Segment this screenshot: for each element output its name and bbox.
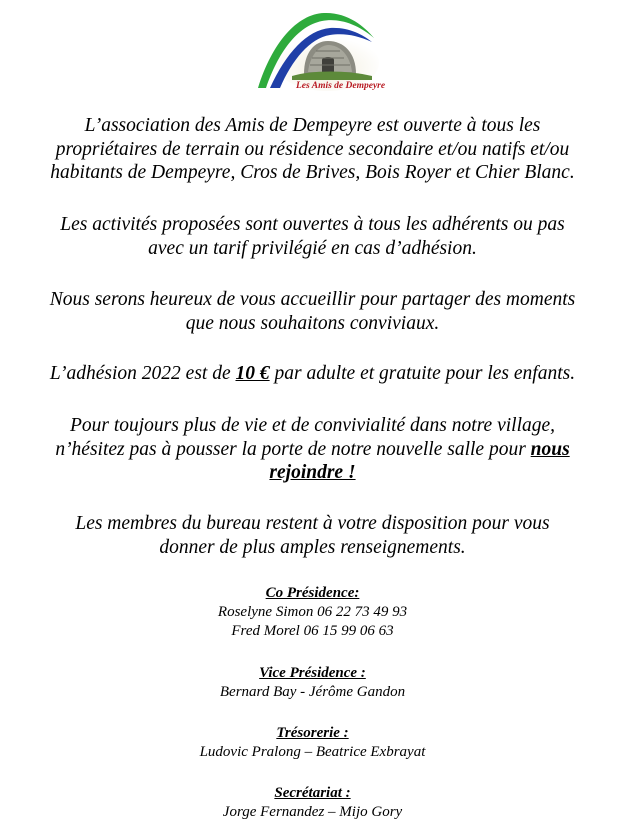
text-line: habitants de Dempeyre, Cros de Brives, Bois Royer et Chier Blanc. [50, 162, 575, 183]
section-secretariat [0, 784, 625, 822]
join-emphasis: rejoindre ! [269, 462, 356, 483]
member-line: Fred Morel 06 15 99 06 63 [231, 623, 394, 639]
member-line: Ludovic Pralong – Beatrice Exbrayat [199, 744, 426, 760]
section-heading: Co Présidence: [265, 585, 360, 601]
text-fragment: par adulte et gratuite pour les enfants. [269, 363, 576, 384]
text-line: Nous serons heureux de vous accueillir pour partager des moments [49, 289, 576, 310]
paragraph-association [0, 114, 625, 185]
join-emphasis: nous [530, 438, 570, 460]
text-fragment: L’adhésion 2022 est de [49, 363, 236, 384]
logo-caption: Les Amis de Dempeyre [296, 81, 386, 91]
paragraph-activites [0, 213, 625, 260]
text-line: L’association des Amis de Dempeyre est ouverte à tous les [84, 115, 541, 136]
text-line: Pour toujours plus de vie et de convivialité dans notre village, [69, 415, 556, 436]
text-line: propriétaires de terrain ou résidence secondaire et/ou natifs et/ou [55, 138, 570, 160]
section-co-presidence [0, 584, 625, 641]
section-vice-presidence [0, 664, 625, 702]
text-line: donner de plus amples renseignements. [159, 536, 466, 558]
member-line: Roselyne Simon 06 22 73 49 93 [217, 604, 408, 620]
member-line: Jorge Fernandez – Mijo Gory [222, 804, 403, 820]
member-line: Bernard Bay - Jérôme Gandon [219, 684, 406, 700]
text-fragment: n’hésitez pas à pousser la porte de notre nouvelle salle pour [55, 438, 531, 460]
dempeyre-logo [252, 8, 394, 94]
section-heading: Secrétariat : [274, 785, 351, 801]
paragraph-bureau [0, 512, 625, 559]
paragraph-accueil [0, 288, 625, 335]
section-heading: Trésorerie : [276, 725, 349, 741]
section-tresorerie [0, 724, 625, 762]
text-line: Les activités proposées sont ouvertes à tous les adhérents ou pas [60, 214, 565, 235]
paragraph-rejoindre [0, 414, 625, 485]
text-line: Les membres du bureau restent à votre disposition pour vous [75, 513, 550, 534]
text-line: avec un tarif privilégié en cas d’adhésion. [148, 237, 477, 259]
membership-fee: 10 € [235, 363, 270, 384]
paragraph-adhesion [0, 362, 625, 386]
text-line: que nous souhaitons conviviaux. [185, 312, 440, 334]
section-heading: Vice Présidence : [259, 665, 366, 681]
